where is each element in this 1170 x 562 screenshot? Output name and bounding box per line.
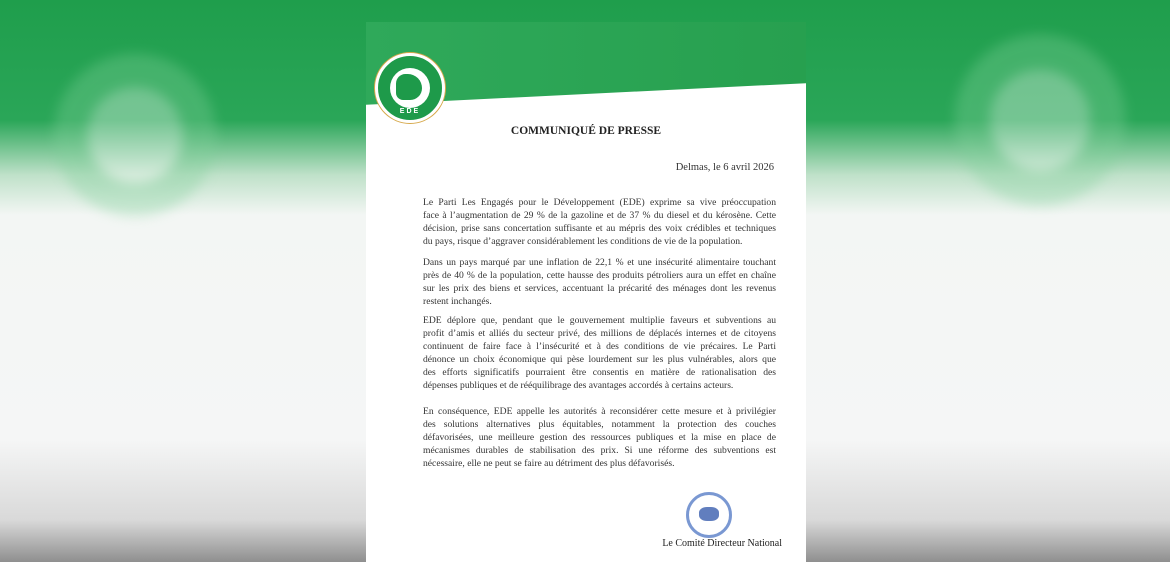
text-line: dénonce un choix économique qui pèse lourdement sur les plus vulnérables, alors que xyxy=(423,354,776,365)
text-line: décision, prise sans concertation suffisante et au mépris des voix crédibles et techniques xyxy=(423,223,776,234)
paragraph-2 xyxy=(423,256,776,308)
document-date: Delmas, le 6 avril 2026 xyxy=(675,162,774,173)
text-line: restent inchangés. xyxy=(423,296,492,307)
text-line: face à l’augmentation de 29 % de la gazoline et de 37 % du diesel et du kérosène. Cette xyxy=(423,210,776,221)
official-stamp xyxy=(686,492,732,538)
signature: Le Comité Directeur National xyxy=(662,538,782,549)
background-seal-right xyxy=(940,20,1140,220)
text-line: défavorisées, une meilleure gestion des ressources publiques et la mise en place de xyxy=(423,432,776,443)
text-line: mécanismes durables de stabilisation des prix. Si une réforme des subventions est xyxy=(423,445,776,456)
text-line: près de 40 % de la population, cette hausse des produits pétroliers aura un effet en chaîne xyxy=(423,270,776,281)
haiti-map-icon xyxy=(396,74,422,100)
text-line: dépenses publiques et de rééquilibrage des avantages accordés à certains acteurs. xyxy=(423,380,734,391)
text-line: nécessaire, elle ne peut se faire au détriment des plus défavorisés. xyxy=(423,458,675,469)
text-line: sur les prix des biens et services, accentuant la précarité des ménages dont les revenus xyxy=(423,283,776,294)
text-line: Le Parti Les Engagés pour le Développement (EDE) exprime sa vive préoccupation xyxy=(423,197,776,208)
paragraph-3 xyxy=(423,314,776,392)
text-line: des solutions alternatives plus équitables, notamment la protection des couches xyxy=(423,419,776,430)
ede-logo xyxy=(375,53,445,123)
text-line: Dans un pays marqué par une inflation de 22,1 % et une insécurité alimentaire touchant xyxy=(423,257,776,268)
logo-text: EDE xyxy=(399,108,421,115)
background-seal-left xyxy=(40,40,230,230)
text-line: En conséquence, EDE appelle les autorités à reconsidérer cette mesure et à privilégier xyxy=(423,406,776,417)
text-line: des efforts significatifs pourraient être consentis en matière de rationalisation des xyxy=(423,367,776,378)
press-release-document xyxy=(366,22,806,562)
text-line: du pays, risque d’aggraver considérablement les conditions de vie de la population. xyxy=(423,236,743,247)
paragraph-4 xyxy=(423,405,776,470)
paragraph-1 xyxy=(423,196,776,248)
text-line: profit d’amis et alliés du secteur privé, des millions de déplacés internes et de citoyens xyxy=(423,328,776,339)
text-line: EDE déplore que, pendant que le gouvernement multiplie faveurs et subventions au xyxy=(423,315,776,326)
text-line: continuent de faire face à l’insécurité et à des conditions de vie précaires. Le Parti xyxy=(423,341,776,352)
document-title: COMMUNIQUÉ DE PRESSE xyxy=(510,125,662,137)
